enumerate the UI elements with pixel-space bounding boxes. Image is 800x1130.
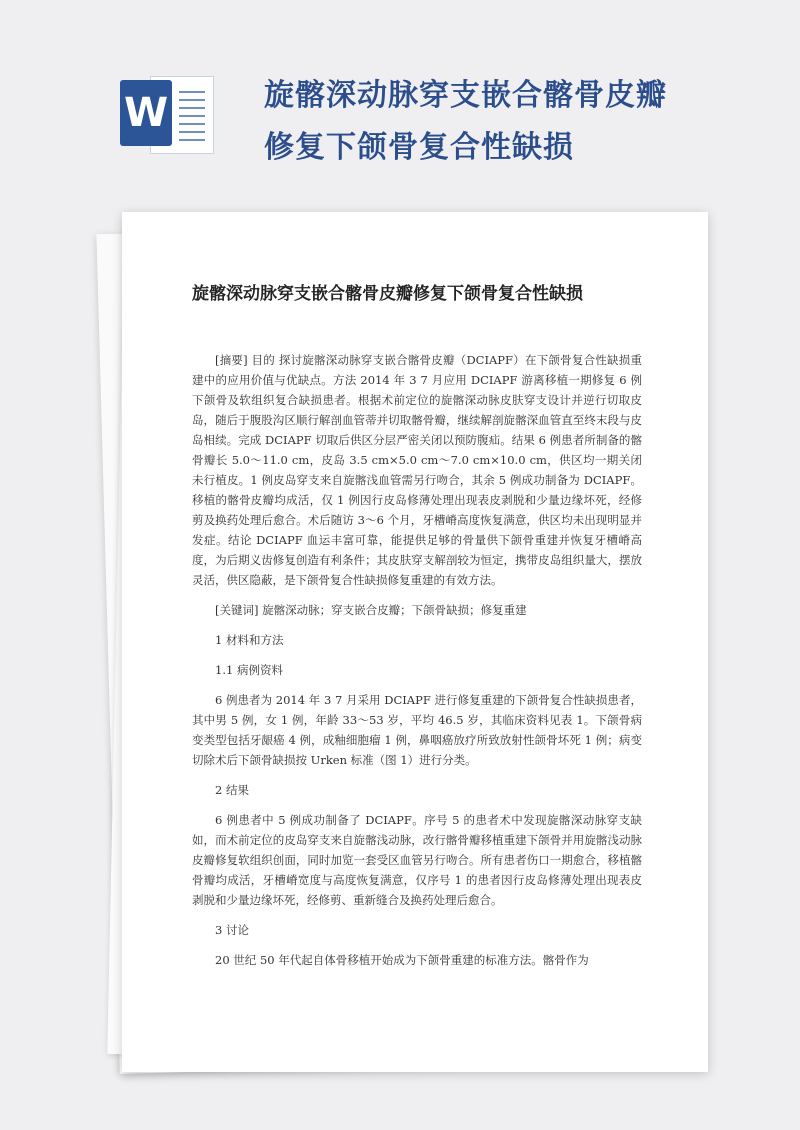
document-title: 旋髂深动脉穿支嵌合髂骨皮瓣修复下颌骨复合性缺损 — [192, 284, 583, 304]
abstract-paragraph: [摘要] 目的 探讨旋髂深动脉穿支嵌合髂骨皮瓣（DCIAPF）在下颌骨复合性缺损重建中的应用价值与优缺点。方法 2014 年 3 7 月应用 DCIAPF 游离移植一期修复 6 例下颌骨及软组织复合缺损患者。根据术前定位的旋髂深动脉皮肤穿支设计并逆行切取皮岛，随后于腹股沟区顺行解剖血管蒂并切取髂骨瓣，继续解剖旋髂深血管直至终末段与皮岛相续。完成 DCIAPF 切取后供区分层严密关闭以预防腹疝。结果 6 例患者所制备的髂骨瓣长 5.0～11.0 cm，皮岛 3.5 cm×5.0 cm～7.0 cm×10.0 cm，供区均一期关闭未行植皮。1 例皮岛穿支来自旋髂浅血管需另行吻合，其余 5 例成功制备为 DCIAPF。移植的髂骨皮瓣均成活，仅 1 例因行皮岛修薄处理出现表皮剥脱和少量边缘坏死，经修剪及换药处理后愈合。术后随访 3～6 个月，牙槽嵴高度恢复满意，供区均未出现明显并发症。结论 DCIAPF 血运丰富可靠，能提供足够的骨量供下颌骨重建并恢复牙槽嵴高度，为后期义齿修复创造有利条件；其皮肤穿支解剖较为恒定，携带皮岛组织量大，摆放灵活，供区隐蔽，是下颌骨复合性缺损修复重建的有效方法。 — [192, 353, 642, 587]
word-letter-badge: W — [120, 80, 172, 146]
section-heading: 1 材料和方法 — [215, 633, 284, 647]
body-paragraph: 20 世纪 50 年代起自体骨移植开始成为下颌骨重建的标准方法。髂骨作为 — [215, 953, 589, 967]
subsection-heading: 1.1 病例资料 — [215, 663, 283, 677]
document-page — [122, 212, 708, 1072]
body-paragraph: 6 例患者中 5 例成功制备了 DCIAPF。序号 5 的患者术中发现旋髂深动脉穿支缺如，而术前定位的皮岛穿支来自旋髂浅动脉，改行髂骨瓣移植重建下颌骨并用旋髂浅动脉皮瓣修复软组织创面，同时加览一套受区血管另行吻合。所有患者伤口一期愈合，移植髂骨瓣均成活，牙槽嵴宽度与高度恢复满意，仅序号 1 的患者因行皮岛修薄处理出现表皮剥脱和少量边缘坏死，经修剪、重新缝合及换药处理后愈合。 — [192, 813, 642, 907]
body-paragraph: 6 例患者为 2014 年 3 7 月采用 DCIAPF 进行修复重建的下颌骨复合性缺损患者，其中男 5 例，女 1 例，年龄 33～53 岁，平均 46.5 岁，其临床资料见表 1。下颌骨病变类型包括牙龈癌 4 例，成釉细胞瘤 1 例，鼻咽癌放疗所致放射性颌骨坏死 1 例；病变切除术后下颌骨缺损按 Urken 标准（图 1）进行分类。 — [192, 693, 642, 767]
keywords-paragraph: [关键词] 旋髂深动脉；穿支嵌合皮瓣；下颌骨缺损；修复重建 — [215, 603, 527, 617]
section-heading: 3 讨论 — [215, 923, 249, 937]
section-heading: 2 结果 — [215, 783, 249, 797]
banner-title: 旋髂深动脉穿支嵌合髂骨皮瓣修复下颌骨复合性缺损 — [264, 78, 667, 165]
word-doc-icon — [120, 72, 218, 154]
document-body — [192, 350, 642, 980]
